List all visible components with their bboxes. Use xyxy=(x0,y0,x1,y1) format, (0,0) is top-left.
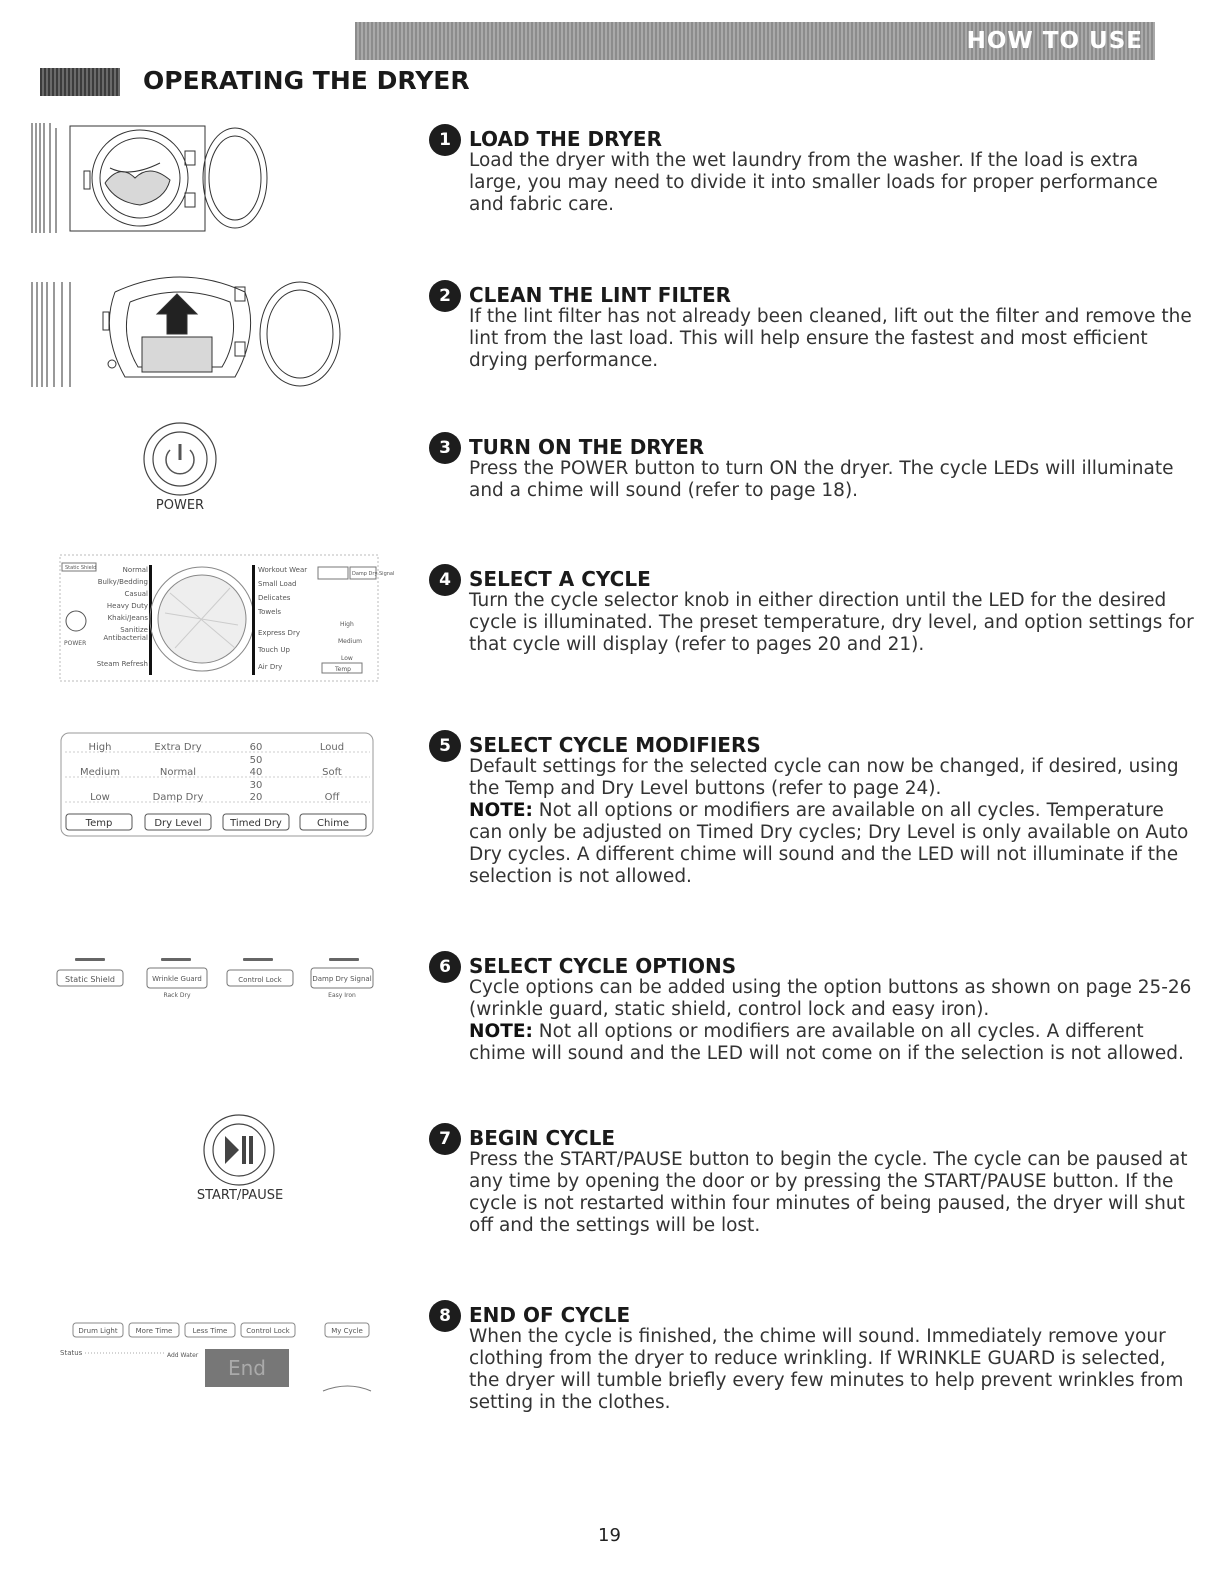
cycle-left-4: Khaki/Jeans xyxy=(107,614,148,622)
opt-rack-dry: Rack Dry xyxy=(163,992,191,999)
start-pause-caption: START/PAUSE xyxy=(196,1188,284,1203)
mod-chime-loud: Loud xyxy=(319,742,345,753)
step-text: Turn the cycle selector knob in either direction until the LED for the desired cycle is illuminated. The preset temperature, dry level, and option settings for that cycle will display (refer to pages 20 and 21). xyxy=(469,590,1194,655)
start-pause-button-illustration xyxy=(201,1112,277,1188)
cycle-left-7: Steam Refresh xyxy=(96,660,148,668)
cycle-left-5: Sanitize xyxy=(120,626,148,634)
cycle-right-6: Air Dry xyxy=(258,663,283,671)
mod-button-temp: Temp xyxy=(85,818,113,829)
opt-wrinkle-guard: Wrinkle Guard xyxy=(152,975,202,983)
opt-static-shield: Static Shield xyxy=(64,975,116,984)
step-title: END OF CYCLE xyxy=(469,1303,631,1327)
load-dryer-illustration xyxy=(30,123,270,233)
page-title: OPERATING THE DRYER xyxy=(143,66,470,95)
mod-chime-off: Off xyxy=(324,792,340,803)
step-number-badge: 8 xyxy=(429,1300,461,1332)
end-add-water: Add Water xyxy=(167,1352,199,1359)
mod-temp-medium: Medium xyxy=(80,767,120,778)
step-number-badge: 6 xyxy=(429,951,461,983)
step-7 xyxy=(429,1122,1194,1237)
cycle-right-4: Express Dry xyxy=(258,629,300,637)
note-label: NOTE: xyxy=(469,800,533,821)
mod-time-60: 60 xyxy=(249,742,263,753)
step-title: SELECT CYCLE MODIFIERS xyxy=(469,733,761,757)
mod-time-20: 20 xyxy=(249,792,263,803)
mod-time-40: 40 xyxy=(249,767,263,778)
options-panel-illustration xyxy=(55,952,380,1002)
step-text: Default settings for the selected cycle can now be changed, if desired, using the Temp and Dry Level buttons (refer to page 24). xyxy=(469,756,1179,799)
opt-damp-dry-signal: Damp Dry Signal xyxy=(312,975,372,983)
power-caption: POWER xyxy=(155,498,205,513)
cycle-selector-panel-illustration xyxy=(60,553,395,683)
opt-easy-iron: Easy Iron xyxy=(328,992,356,999)
end-control-lock: Control Lock xyxy=(246,1327,290,1335)
step-text: If the lint filter has not already been cleaned, lift out the filter and remove the lint from the last load. This will help ensure the fastest and most efficient drying performance. xyxy=(469,306,1192,371)
page-number: 19 xyxy=(598,1525,621,1546)
step-title: LOAD THE DRYER xyxy=(469,127,662,151)
mod-time-30: 30 xyxy=(249,780,263,791)
step-5 xyxy=(429,729,1194,888)
end-less-time: Less Time xyxy=(192,1327,228,1335)
cycle-right-1: Small Load xyxy=(258,580,297,588)
step-title: TURN ON THE DRYER xyxy=(469,435,705,459)
step-number-badge: 7 xyxy=(429,1123,461,1155)
step-6 xyxy=(429,950,1194,1065)
section-marker xyxy=(40,68,120,96)
step-text: Press the START/PAUSE button to begin the cycle. The cycle can be paused at any time by opening the door or by pressing the START/PAUSE button. If the cycle is not restarted within four minutes of being paused, the dryer will shut off and the settings will be lost. xyxy=(469,1149,1188,1236)
step-title: SELECT CYCLE OPTIONS xyxy=(469,954,737,978)
step-text: When the cycle is finished, the chime will sound. Immediately remove your clothing from the dryer to reduce wrinkling. If WRINKLE GUARD is selected, the dryer will tumble briefly every few minutes to help prevent wrinkles from setting in the clothes. xyxy=(469,1326,1184,1413)
step-2 xyxy=(429,279,1194,372)
cycle-right-3: Towels xyxy=(258,608,281,616)
mod-dry-extra: Extra Dry xyxy=(154,742,202,753)
step-number-badge: 4 xyxy=(429,564,461,596)
step-3 xyxy=(429,431,1194,502)
step-number-badge: 3 xyxy=(429,432,461,464)
step-text: Load the dryer with the wet laundry from the washer. If the load is extra large, you may need to divide it into smaller loads for proper performance and fabric care. xyxy=(469,150,1158,215)
mod-dry-normal: Normal xyxy=(159,767,197,778)
cycle-left-3: Heavy Duty xyxy=(106,602,148,610)
end-of-cycle-panel-illustration xyxy=(55,1305,385,1400)
lint-filter-illustration xyxy=(30,282,350,387)
note-text: Not all options or modifiers are available on all cycles. A different chime will sound and the LED will not come on if the selection is not allowed. xyxy=(469,1021,1184,1064)
step-title: BEGIN CYCLE xyxy=(469,1126,615,1150)
mod-button-timed-dry: Timed Dry xyxy=(230,818,282,829)
power-button-illustration xyxy=(141,420,219,498)
cycle-right-2: Delicates xyxy=(258,594,291,602)
modifiers-panel-illustration xyxy=(60,730,375,838)
end-my-cycle: My Cycle xyxy=(331,1327,363,1335)
cycle-left-6: Antibacterial xyxy=(103,634,148,642)
cycle-right-0: Workout Wear xyxy=(258,566,308,574)
step-title: SELECT A CYCLE xyxy=(469,567,651,591)
note-text: Not all options or modifiers are available on all cycles. Temperature can only be adjusted on Timed Dry cycles; Dry Level is only available on Auto Dry cycles. A different chime will sound and the LED will not illuminate if the selection is not allowed. xyxy=(469,800,1189,887)
temp-button-label: Temp xyxy=(335,666,351,673)
step-note xyxy=(469,800,1194,888)
step-number-badge: 1 xyxy=(429,124,461,156)
mod-dry-damp: Damp Dry xyxy=(152,792,204,803)
note-label: NOTE: xyxy=(469,1021,533,1042)
static-shield-label: Static Shield xyxy=(65,565,97,571)
cycle-left-0: Normal xyxy=(122,566,148,574)
end-status-label: Status xyxy=(60,1349,83,1357)
how-to-use-banner xyxy=(355,22,1155,60)
step-title: CLEAN THE LINT FILTER xyxy=(469,283,732,307)
mod-button-dry-level: Dry Level xyxy=(154,818,202,829)
temp-level-high: High xyxy=(340,621,354,628)
cycle-left-2: Casual xyxy=(124,590,148,598)
step-number-badge: 5 xyxy=(429,730,461,762)
step-number-badge: 2 xyxy=(429,280,461,312)
cycle-left-1: Bulky/Bedding xyxy=(97,578,148,586)
step-text: Press the POWER button to turn ON the dryer. The cycle LEDs will illuminate and a chime will sound (refer to page 18). xyxy=(469,458,1174,501)
mod-temp-high: High xyxy=(88,742,112,753)
mod-chime-soft: Soft xyxy=(322,767,342,778)
cycle-right-5: Touch Up xyxy=(258,646,290,654)
temp-level-low: Low xyxy=(341,655,353,662)
step-text: Cycle options can be added using the option buttons as shown on page 25-26 (wrinkle guard, static shield, control lock and easy iron). xyxy=(469,977,1192,1020)
end-display: End xyxy=(227,1356,267,1380)
section-tag: HOW TO USE xyxy=(966,28,1143,54)
mod-time-50: 50 xyxy=(249,755,263,766)
temp-level-medium: Medium xyxy=(338,638,362,645)
opt-control-lock: Control Lock xyxy=(238,976,282,984)
step-1 xyxy=(429,123,1194,216)
end-drum-light: Drum Light xyxy=(78,1327,118,1335)
step-8 xyxy=(429,1299,1194,1414)
step-4 xyxy=(429,563,1194,656)
step-note xyxy=(469,1021,1194,1065)
mod-button-chime: Chime xyxy=(317,818,349,829)
end-more-time: More Time xyxy=(135,1327,173,1335)
damp-dry-signal-label: Damp Dry Signal xyxy=(352,571,395,577)
power-label: POWER xyxy=(64,640,87,647)
mod-temp-low: Low xyxy=(90,792,110,803)
